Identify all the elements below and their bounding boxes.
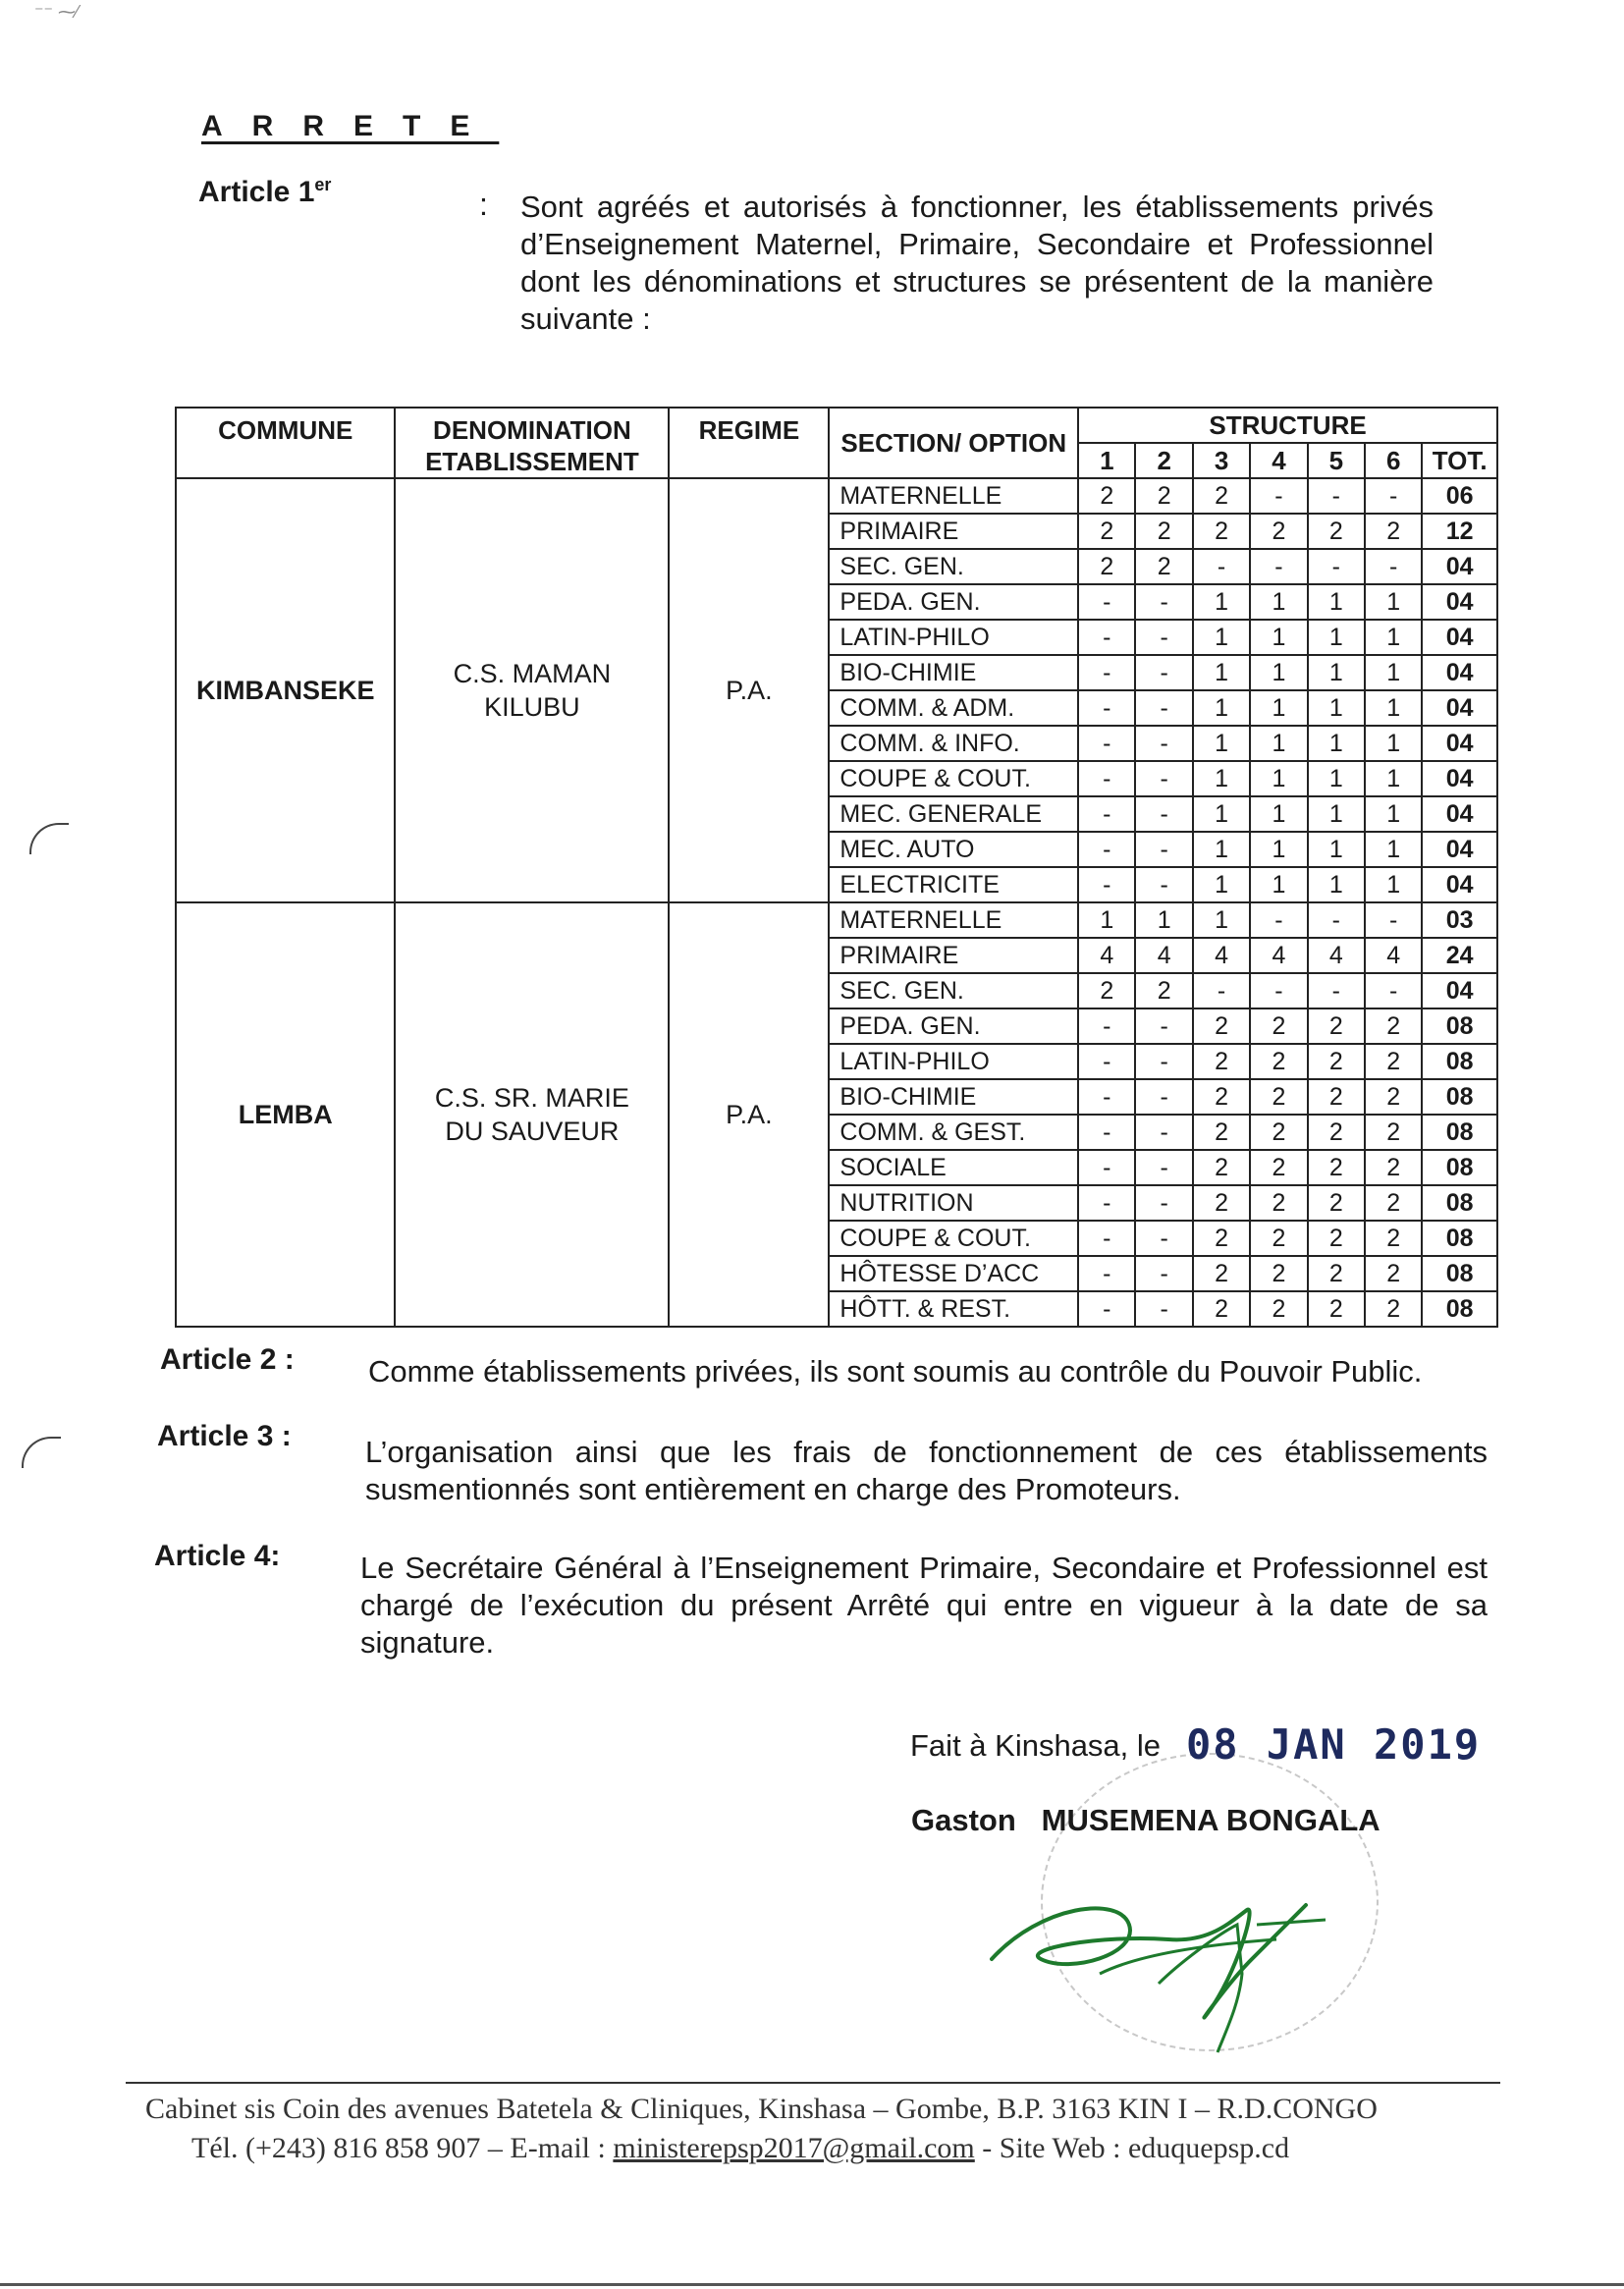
structure-value-cell: 2 — [1135, 514, 1192, 549]
header-commune: COMMUNE — [176, 408, 395, 478]
footer-divider — [126, 2082, 1500, 2084]
header-denomination: DENOMINATION ETABLISSEMENT — [395, 408, 669, 478]
structure-value-cell: 1 — [1365, 796, 1422, 832]
structure-value-cell: 1 — [1365, 832, 1422, 867]
structure-value-cell: - — [1135, 761, 1192, 796]
article-2-label: Article 2 : — [160, 1343, 295, 1376]
structure-value-cell: - — [1250, 973, 1307, 1008]
article-3-text: L’organisation ainsi que les frais de fonctionnement de ces établissements susmentionnés sont entièrement en charge des Promoteurs. — [365, 1435, 1488, 1506]
structure-value-cell: 1 — [1365, 620, 1422, 655]
article-1-colon: : — [479, 187, 488, 222]
option-cell: SEC. GEN. — [829, 973, 1078, 1008]
structure-value-cell: - — [1078, 1256, 1135, 1291]
structure-value-cell: 2 — [1250, 1115, 1307, 1150]
regime-cell: P.A. — [669, 902, 829, 1327]
hole-punch-mark — [29, 823, 69, 854]
structure-value-cell: - — [1135, 796, 1192, 832]
structure-value-cell: 1 — [1193, 690, 1250, 726]
total-cell: 12 — [1422, 514, 1497, 549]
structure-value-cell: - — [1135, 1044, 1192, 1079]
structure-value-cell: - — [1250, 902, 1307, 938]
structure-value-cell: 1 — [1308, 796, 1365, 832]
structure-value-cell: 2 — [1193, 514, 1250, 549]
structure-value-cell: - — [1078, 1044, 1135, 1079]
structure-value-cell: 2 — [1193, 1150, 1250, 1185]
footer-address: Cabinet sis Coin des avenues Batetela & Cliniques, Kinshasa – Gombe, B.P. 3163 KIN I – R.D.CONGO — [145, 2093, 1378, 2125]
scan-mark: ⁻⁻ ⁓⁄ — [34, 2, 80, 22]
structure-value-cell: 2 — [1250, 1079, 1307, 1115]
option-cell: LATIN-PHILO — [829, 620, 1078, 655]
structure-value-cell: - — [1135, 1291, 1192, 1327]
structure-value-cell: 1 — [1193, 726, 1250, 761]
total-cell: 04 — [1422, 584, 1497, 620]
commune-cell: LEMBA — [176, 902, 395, 1327]
total-cell: 08 — [1422, 1150, 1497, 1185]
structure-value-cell: 1 — [1308, 761, 1365, 796]
structure-value-cell: - — [1135, 655, 1192, 690]
total-cell: 08 — [1422, 1079, 1497, 1115]
structure-value-cell: 1 — [1250, 867, 1307, 902]
structure-value-cell: 2 — [1078, 478, 1135, 514]
structure-value-cell: 2 — [1365, 1150, 1422, 1185]
footer-contact: Tél. (+243) 816 858 907 – E-mail : ministerepsp2017@gmail.com - Site Web : eduquepsp.cd — [191, 2132, 1290, 2164]
article-1-label: Article 1er — [198, 175, 332, 208]
structure-value-cell: - — [1078, 655, 1135, 690]
option-cell: COUPE & COUT. — [829, 1221, 1078, 1256]
structure-value-cell: 4 — [1078, 938, 1135, 973]
total-cell: 04 — [1422, 761, 1497, 796]
structure-value-cell: 2 — [1193, 1008, 1250, 1044]
structure-value-cell: 2 — [1365, 1221, 1422, 1256]
structure-value-cell: 1 — [1193, 902, 1250, 938]
structure-value-cell: - — [1365, 478, 1422, 514]
structure-value-cell: 2 — [1308, 1291, 1365, 1327]
structure-value-cell: - — [1135, 1150, 1192, 1185]
structure-value-cell: 1 — [1078, 902, 1135, 938]
header-structure-col: 4 — [1250, 443, 1307, 478]
structure-value-cell: - — [1135, 1221, 1192, 1256]
structure-value-cell: 2 — [1078, 514, 1135, 549]
structure-value-cell: 2 — [1250, 514, 1307, 549]
structure-value-cell: 1 — [1365, 726, 1422, 761]
structure-value-cell: 2 — [1365, 1008, 1422, 1044]
structure-value-cell: - — [1078, 690, 1135, 726]
structure-value-cell: - — [1308, 549, 1365, 584]
header-structure-col: 5 — [1308, 443, 1365, 478]
total-cell: 08 — [1422, 1008, 1497, 1044]
structure-value-cell: 2 — [1308, 1256, 1365, 1291]
structure-value-cell: - — [1078, 1291, 1135, 1327]
date-stamp: 08 JAN 2019 — [1186, 1720, 1482, 1769]
structure-value-cell: - — [1193, 973, 1250, 1008]
structure-value-cell: 2 — [1365, 1115, 1422, 1150]
structure-value-cell: 2 — [1250, 1044, 1307, 1079]
total-cell: 08 — [1422, 1115, 1497, 1150]
structure-value-cell: 1 — [1135, 902, 1192, 938]
structure-value-cell: 4 — [1308, 938, 1365, 973]
structure-value-cell: - — [1250, 478, 1307, 514]
article-4-text: Le Secrétaire Général à l’Enseignement Primaire, Secondaire et Professionnel est chargé de l’exécution du présent Arrêté qui entre en vigueur à la date de sa signature. — [360, 1551, 1488, 1660]
structure-value-cell: 2 — [1308, 1185, 1365, 1221]
structure-value-cell: 1 — [1365, 584, 1422, 620]
structure-value-cell: - — [1078, 620, 1135, 655]
header-structure-col: TOT. — [1422, 443, 1497, 478]
total-cell: 04 — [1422, 973, 1497, 1008]
denomination-cell: C.S. MAMAN KILUBU — [395, 478, 669, 902]
option-cell: PEDA. GEN. — [829, 1008, 1078, 1044]
option-cell: COMM. & ADM. — [829, 690, 1078, 726]
total-cell: 04 — [1422, 620, 1497, 655]
total-cell: 04 — [1422, 832, 1497, 867]
structure-value-cell: - — [1135, 867, 1192, 902]
structure-value-cell: 1 — [1250, 620, 1307, 655]
structure-value-cell: 4 — [1250, 938, 1307, 973]
structure-value-cell: - — [1308, 478, 1365, 514]
structure-value-cell: - — [1078, 1185, 1135, 1221]
structure-value-cell: - — [1078, 1115, 1135, 1150]
structure-value-cell: 2 — [1250, 1008, 1307, 1044]
structure-value-cell: 4 — [1135, 938, 1192, 973]
total-cell: 08 — [1422, 1256, 1497, 1291]
structure-value-cell: 2 — [1250, 1185, 1307, 1221]
structure-value-cell: 2 — [1250, 1291, 1307, 1327]
structure-value-cell: 2 — [1365, 1291, 1422, 1327]
option-cell: MATERNELLE — [829, 902, 1078, 938]
total-cell: 04 — [1422, 796, 1497, 832]
structure-value-cell: - — [1308, 902, 1365, 938]
structure-value-cell: 1 — [1250, 796, 1307, 832]
total-cell: 08 — [1422, 1044, 1497, 1079]
hole-punch-mark — [22, 1437, 61, 1468]
footer-email-link[interactable]: ministerepsp2017@gmail.com — [613, 2132, 975, 2164]
structure-value-cell: 1 — [1365, 867, 1422, 902]
option-cell: COMM. & INFO. — [829, 726, 1078, 761]
structure-value-cell: 2 — [1365, 1256, 1422, 1291]
structure-value-cell: - — [1193, 549, 1250, 584]
total-cell: 03 — [1422, 902, 1497, 938]
structure-value-cell: 1 — [1250, 726, 1307, 761]
page-bottom-edge — [0, 2283, 1624, 2286]
structure-value-cell: 1 — [1250, 761, 1307, 796]
establishments-table — [175, 407, 1498, 1328]
article-3-label: Article 3 : — [157, 1420, 292, 1452]
structure-value-cell: 2 — [1193, 1221, 1250, 1256]
option-cell: SOCIALE — [829, 1150, 1078, 1185]
structure-value-cell: 2 — [1078, 973, 1135, 1008]
structure-value-cell: - — [1078, 1221, 1135, 1256]
structure-value-cell: 1 — [1308, 655, 1365, 690]
structure-value-cell: 2 — [1193, 1256, 1250, 1291]
article-2-text: Comme établissements privées, ils sont soumis au contrôle du Pouvoir Public. — [368, 1354, 1423, 1389]
structure-value-cell: 2 — [1365, 1185, 1422, 1221]
option-cell: MATERNELLE — [829, 478, 1078, 514]
structure-value-cell: 1 — [1308, 726, 1365, 761]
header-section-option: SECTION/ OPTION — [829, 408, 1078, 478]
regime-cell: P.A. — [669, 478, 829, 902]
total-cell: 08 — [1422, 1221, 1497, 1256]
structure-value-cell: - — [1135, 1256, 1192, 1291]
structure-value-cell: 2 — [1250, 1150, 1307, 1185]
structure-value-cell: - — [1078, 832, 1135, 867]
header-structure-col: 2 — [1135, 443, 1192, 478]
structure-value-cell: 1 — [1250, 584, 1307, 620]
total-cell: 24 — [1422, 938, 1497, 973]
structure-value-cell: - — [1135, 690, 1192, 726]
structure-value-cell: - — [1135, 584, 1192, 620]
structure-value-cell: 1 — [1193, 655, 1250, 690]
structure-value-cell: - — [1078, 1150, 1135, 1185]
structure-value-cell: - — [1078, 796, 1135, 832]
structure-value-cell: - — [1135, 1185, 1192, 1221]
option-cell: MEC. AUTO — [829, 832, 1078, 867]
structure-value-cell: 1 — [1365, 655, 1422, 690]
option-cell: SEC. GEN. — [829, 549, 1078, 584]
structure-value-cell: 1 — [1193, 832, 1250, 867]
article-4-label: Article 4: — [154, 1540, 281, 1572]
option-cell: HÔTESSE D’ACC — [829, 1256, 1078, 1291]
option-cell: PRIMAIRE — [829, 514, 1078, 549]
structure-value-cell: 2 — [1308, 1079, 1365, 1115]
header-structure-col: 6 — [1365, 443, 1422, 478]
footer — [137, 2090, 1512, 2168]
structure-value-cell: 1 — [1193, 584, 1250, 620]
structure-value-cell: 2 — [1308, 1150, 1365, 1185]
structure-value-cell: 2 — [1193, 1044, 1250, 1079]
article-1-text: Sont agréés et autorisés à fonctionner, les établissements privés d’Enseignement Maternel, Primaire, Secondaire et Professionnel dont les dénominations et structures se présentent de la manière suivante : — [520, 190, 1434, 336]
structure-value-cell: 2 — [1308, 1221, 1365, 1256]
structure-value-cell: 2 — [1250, 1221, 1307, 1256]
option-cell: COMM. & GEST. — [829, 1115, 1078, 1150]
structure-value-cell: 1 — [1308, 690, 1365, 726]
structure-value-cell: 4 — [1193, 938, 1250, 973]
structure-value-cell: - — [1250, 549, 1307, 584]
table-row — [176, 478, 1497, 514]
table-row — [176, 902, 1497, 938]
structure-value-cell: 2 — [1193, 1185, 1250, 1221]
structure-value-cell: 2 — [1135, 549, 1192, 584]
denomination-cell: C.S. SR. MARIE DU SAUVEUR — [395, 902, 669, 1327]
option-cell: PRIMAIRE — [829, 938, 1078, 973]
structure-value-cell: 1 — [1365, 761, 1422, 796]
header-structure-col: 3 — [1193, 443, 1250, 478]
structure-value-cell: - — [1365, 902, 1422, 938]
total-cell: 04 — [1422, 655, 1497, 690]
structure-value-cell: 2 — [1135, 973, 1192, 1008]
header-structure: STRUCTURE — [1078, 408, 1497, 443]
structure-value-cell: 1 — [1308, 867, 1365, 902]
structure-value-cell: 1 — [1308, 832, 1365, 867]
structure-value-cell: 2 — [1365, 1079, 1422, 1115]
option-cell: LATIN-PHILO — [829, 1044, 1078, 1079]
structure-value-cell: 1 — [1365, 690, 1422, 726]
structure-value-cell: 1 — [1193, 761, 1250, 796]
signatory-name: Gaston MUSEMENA BONGALA — [911, 1803, 1380, 1837]
structure-value-cell: - — [1078, 584, 1135, 620]
structure-value-cell: - — [1135, 1008, 1192, 1044]
structure-value-cell: - — [1135, 1079, 1192, 1115]
structure-value-cell: 1 — [1308, 584, 1365, 620]
structure-value-cell: 2 — [1365, 1044, 1422, 1079]
structure-value-cell: - — [1078, 761, 1135, 796]
structure-value-cell: - — [1135, 726, 1192, 761]
option-cell: PEDA. GEN. — [829, 584, 1078, 620]
structure-value-cell: 2 — [1365, 514, 1422, 549]
total-cell: 04 — [1422, 549, 1497, 584]
option-cell: BIO-CHIMIE — [829, 655, 1078, 690]
structure-value-cell: - — [1078, 1008, 1135, 1044]
commune-cell: KIMBANSEKE — [176, 478, 395, 902]
total-cell: 04 — [1422, 867, 1497, 902]
header-structure-col: 1 — [1078, 443, 1135, 478]
header-regime: REGIME — [669, 408, 829, 478]
option-cell: MEC. GENERALE — [829, 796, 1078, 832]
option-cell: NUTRITION — [829, 1185, 1078, 1221]
total-cell: 04 — [1422, 726, 1497, 761]
structure-value-cell: 2 — [1193, 1079, 1250, 1115]
structure-value-cell: - — [1135, 832, 1192, 867]
structure-value-cell: - — [1078, 867, 1135, 902]
structure-value-cell: 1 — [1308, 620, 1365, 655]
structure-value-cell: 2 — [1308, 1115, 1365, 1150]
structure-value-cell: - — [1135, 1115, 1192, 1150]
option-cell: ELECTRICITE — [829, 867, 1078, 902]
option-cell: HÔTT. & REST. — [829, 1291, 1078, 1327]
structure-value-cell: - — [1078, 1079, 1135, 1115]
structure-value-cell: 2 — [1250, 1256, 1307, 1291]
structure-value-cell: 1 — [1193, 796, 1250, 832]
structure-value-cell: 1 — [1193, 620, 1250, 655]
structure-value-cell: - — [1078, 726, 1135, 761]
structure-value-cell: - — [1365, 973, 1422, 1008]
document-title: ARRETE — [201, 110, 500, 142]
structure-value-cell: 2 — [1308, 514, 1365, 549]
handwritten-signature — [982, 1866, 1355, 2062]
total-cell: 08 — [1422, 1291, 1497, 1327]
structure-value-cell: - — [1135, 620, 1192, 655]
structure-value-cell: 2 — [1308, 1044, 1365, 1079]
total-cell: 08 — [1422, 1185, 1497, 1221]
structure-value-cell: 1 — [1250, 690, 1307, 726]
structure-value-cell: 2 — [1193, 478, 1250, 514]
option-cell: COUPE & COUT. — [829, 761, 1078, 796]
structure-value-cell: 1 — [1250, 832, 1307, 867]
structure-value-cell: - — [1365, 549, 1422, 584]
structure-value-cell: 2 — [1193, 1291, 1250, 1327]
option-cell: BIO-CHIMIE — [829, 1079, 1078, 1115]
total-cell: 04 — [1422, 690, 1497, 726]
signature-place: Fait à Kinshasa, le — [910, 1728, 1162, 1763]
structure-value-cell: 1 — [1193, 867, 1250, 902]
structure-value-cell: 2 — [1308, 1008, 1365, 1044]
structure-value-cell: 2 — [1193, 1115, 1250, 1150]
structure-value-cell: 2 — [1135, 478, 1192, 514]
structure-value-cell: 1 — [1250, 655, 1307, 690]
structure-value-cell: 4 — [1365, 938, 1422, 973]
structure-value-cell: 2 — [1078, 549, 1135, 584]
total-cell: 06 — [1422, 478, 1497, 514]
structure-value-cell: - — [1308, 973, 1365, 1008]
